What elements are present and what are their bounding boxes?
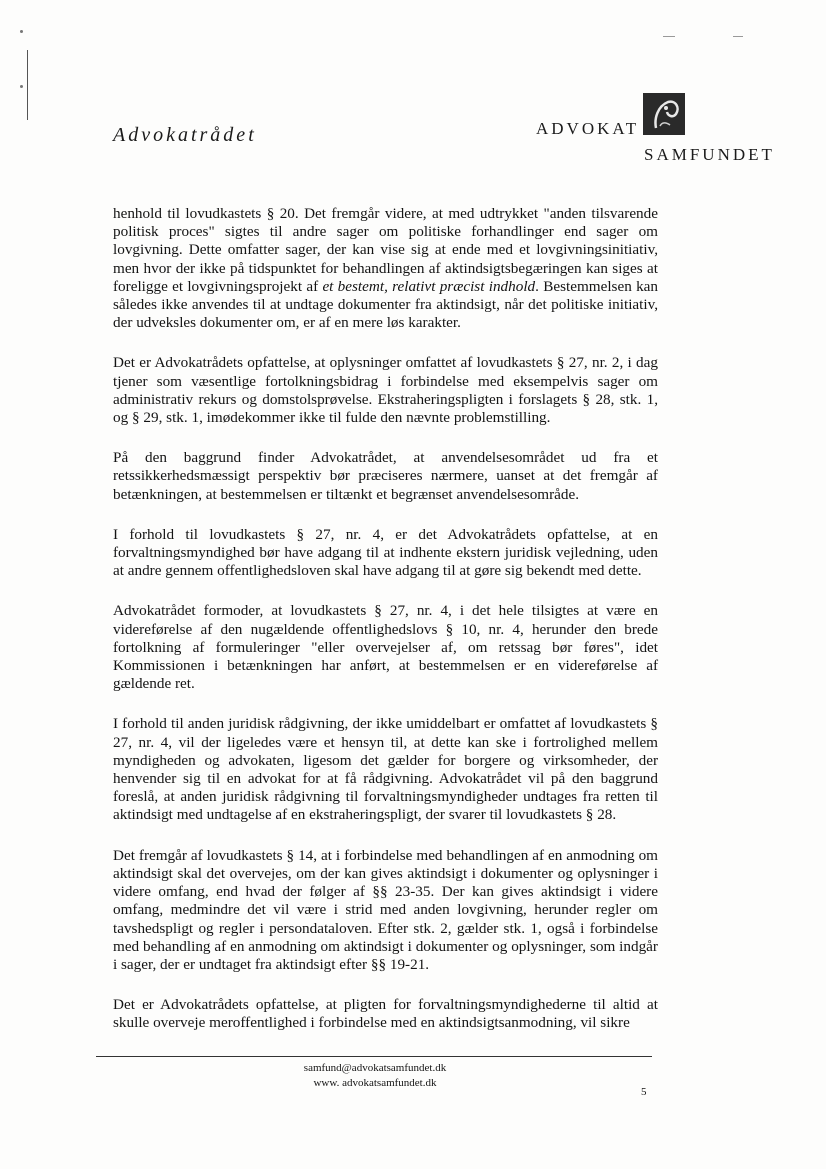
footer-website: www. advokatsamfundet.dk: [313, 1077, 437, 1089]
scan-dash: [733, 36, 743, 37]
logo-word-top: ADVOKAT: [536, 119, 640, 138]
paragraph-1-emphasis: et bestemt, relativt præcist indhold: [322, 277, 536, 295]
paragraph-1-text: henhold til lovudkastets § 20. Det fremgår videre, at med udtrykket "anden tilsvarende politisk proces" sigtes til andre sager om politiske forhandlinger end sager om lovgivning. Dette omfatter sager, der kan vise sig at ende med et lovgivningsinitiativ, men hvor der ikke på tidspunktet for behandlingen af aktindsigtsbegæringen kan siges at foreligge et lovgivningsprojekt af: [113, 205, 658, 295]
paragraph-6: I forhold til anden juridisk rådgivning, der ikke umiddelbart er omfattet af lovudkastets § 27, nr. 4, vil der ligeledes være et hensyn til, at dette kan ske i fortrolighed mellem myndigheden og advokaten, ligesom det gælder for borgere og virksomheder, der henvender sig til en advokat for at få rådgivning. Advokatrådet vil på den baggrund foreslå, at anden juridisk rådgivning til forvaltningsmyndigheder undtages fra retten til aktindsigt med undtagelse af en ekstraheringspligt, der svarer til lovudkastets § 28.: [113, 715, 658, 824]
footer-divider: [96, 1056, 652, 1057]
page-number: 5: [641, 1086, 647, 1098]
scan-dash: [663, 36, 675, 37]
paragraph-8: Det er Advokatrådets opfattelse, at pligten for forvaltningsmyndighederne til altid at skulle overveje meroffentlighed i forbindelse med en aktindsigtsanmodning, vil sikre: [113, 996, 658, 1032]
paragraph-1-text-end: . Bestemmelsen kan således ikke anvendes til at undtage dokumenter fra aktindsigt, når det politiske initiativ, der udveksles dokumenter om, er af en mere løs karakter.: [113, 277, 658, 332]
logo-word-bottom: SAMFUNDET: [644, 145, 775, 164]
paragraph-3: På den baggrund finder Advokatrådet, at anvendelsesområdet ud fra et retssikkerhedsmæssigt perspektiv bør præciseres nærmere, uanset at det fremgår af betænkningen, at bestemmelsen er tiltænkt et begrænset anvendelsesområde.: [113, 449, 658, 503]
header-left-title: Advokatrådet: [113, 124, 257, 146]
margin-dot: [20, 30, 23, 33]
margin-mark: [27, 50, 28, 120]
paragraph-2: Det er Advokatrådets opfattelse, at oplysninger omfattet af lovudkastets § 27, nr. 2, i dag tjener som væsentlige fortolkningsbidrag i forbindelse med eksempelvis sager om administrativ rekurs og domstolsprøvelse. Ekstraheringspligten i forslagets § 28, stk. 1, og § 29, stk. 1, imødekommer ikke til fulde den nævnte problemstilling.: [113, 354, 658, 427]
letter-body: [113, 205, 658, 1051]
margin-dot: [20, 85, 23, 88]
logo-emblem-icon: [642, 92, 686, 136]
footer-email: samfund@advokatsamfundet.dk: [303, 1062, 447, 1074]
paragraph-7: Det fremgår af lovudkastets § 14, at i forbindelse med behandlingen af en anmodning om aktindsigt skal det overvejes, om der kan gives aktindsigt i dokumenter og oplysninger i videre omfang, end hvad der følger af §§ 23-35. Der kan gives aktindsigt i videre omfang, medmindre det vil være i strid med anden lovgivning, herunder regler om tavshedspligt og regler i persondataloven. Efter stk. 2, gælder stk. 1, også i forbindelse med behandling af en anmodning om aktindsigt i dokumenter og oplysninger, som indgår i sager, der er undtaget fra aktindsigt efter §§ 19-21.: [113, 846, 658, 973]
paragraph-4: I forhold til lovudkastets § 27, nr. 4, er det Advokatrådets opfattelse, at en forvaltningsmyndighed bør have adgang til at indhente ekstern juridisk vejledning, uden at andre gennem offentlighedsloven skal have adgang til at gøre sig bekendt med dette.: [113, 525, 658, 580]
paragraph-1: [113, 205, 658, 332]
paragraph-5: Advokatrådet formoder, at lovudkastets § 27, nr. 4, i det hele tilsigtes at være en videreførelse af den nugældende offentlighedslovs § 10, nr. 4, herunder den brede fortolkning af formuleringer "eller overvejelser af, om retssag bør føres", idet Kommissionen i betænkningen har anført, at bestemmelsen er en videreførelse af gældende ret.: [113, 602, 658, 693]
